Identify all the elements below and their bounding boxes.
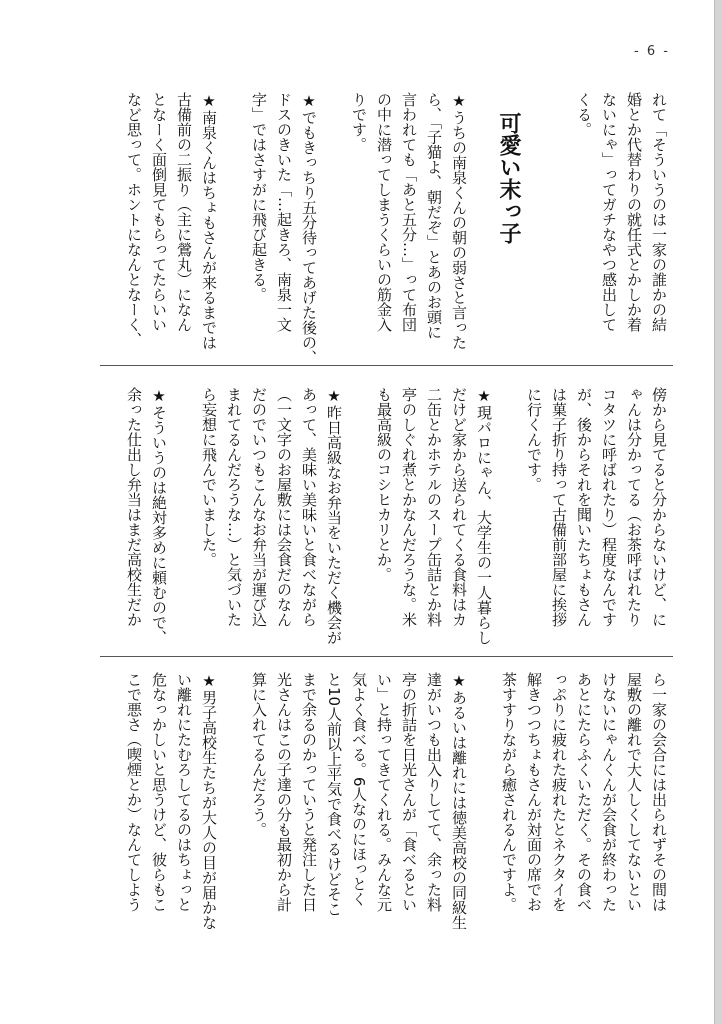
text-column: 光さんはこの子達の分も最初から計 [275,672,293,912]
text-column: 茶すすりながら癒されるんですよ。 [500,672,518,912]
section-title: 可愛い末っ子 [496,112,521,244]
text-column: まで余るのかっていうと発注した日 [300,672,318,912]
text-column: ★でもきっちり五分待ってあげた後の、 [300,92,318,365]
section-divider [100,656,673,657]
blank-column [321,92,346,362]
text-column: 余った仕出し弁当はまだ高校生だか [125,387,143,627]
page-number: - 6 - [634,44,670,59]
text-column: だけど家から送られてくる食料はカ [450,387,468,627]
text-column: 言われても「あと五分…」って布団 [400,92,418,332]
blank-column [471,672,496,942]
blank-column [221,672,246,942]
text-column: ら妄想に飛んでいました。 [200,387,218,567]
text-column: ★昨日高級なお弁当をいただく機会が [325,387,343,645]
text-column: と10人前以上平気で食べるけどそこ [325,672,343,917]
text-column: ★男子高校生たちが大人の目が届かな [200,672,218,930]
text-column: ら一家の会合には出られずその間は [650,672,668,912]
text-column: は菓子折り持って古備前部屋に挨拶 [550,387,568,627]
text-column: れて「そういうのは一家の誰かの結 [650,92,668,332]
text-column: 亭のしぐれ煮とかなんだろうな。米 [400,387,418,627]
text-column: 算に入れてるんだろう。 [250,672,268,837]
blank-column [471,92,496,362]
text-column: も最高級のコシヒカリとか。 [375,387,393,582]
blank-column [346,387,371,657]
text-column: ★あるいは離れには徳美高校の同級生 [450,672,468,930]
text-column: あとにたらふくいただく。その食べ [575,672,593,912]
text-column: ★うちの南泉くんの朝の弱さと言った [450,92,468,350]
text-column: など思って。ホントになんとなーく、 [125,92,143,347]
text-column: 婚とか代替わりの就任式とかしか着 [625,92,643,332]
text-column: こで悪さ（喫煙とか）なんてしよう [125,672,143,912]
text-column: あって、美味い美味いと食べながら [300,387,318,627]
text-column: だのでいつもこんなお弁当が運び込 [250,387,268,627]
text-column: 亭の折詰を日光さんが「食べるとい [400,672,418,912]
text-column: けないにゃんくんが会食が終わった [600,672,618,912]
text-column: 屋敷の離れで大人しくしてないとい [625,672,643,912]
text-band-3 [100,672,671,942]
blank-column [496,387,521,657]
text-column: い離れにたむろしてるのはちょっと [175,672,193,912]
text-column: ゃんは分かってる（お茶呼ばれたり [625,387,643,627]
text-column: 気よく食べる。6人なのにほっとく [350,672,368,907]
text-column: に行くんです。 [525,387,543,492]
text-column: となーく面倒見てもらってたらいい [150,92,168,332]
text-column: ★南泉くんはちょもさんが来るまでは [200,92,218,350]
blank-column [171,387,196,657]
text-column: っぷりに疲れた疲れたとネクタイを [550,672,568,912]
text-column: まれてるんだろうな…）と気づいた [225,387,243,627]
text-column: 古備前の二振り（主に鶯丸）になん [175,92,193,332]
text-band-2 [100,387,671,657]
text-column: 傍から見てると分からないけど、に [650,387,668,627]
text-column: 字」ではさすがに飛び起きる。 [250,92,268,302]
blank-column [521,92,546,362]
text-column: が、後からそれを聞いたちょもさん [575,387,593,627]
text-column: ないにゃ」ってガチなやつ感出して [600,92,618,332]
text-column: くる。 [575,92,593,137]
blank-column [221,92,246,362]
section-divider [100,365,673,366]
text-column: コタツに呼ばれたり）程度なんです [600,387,618,627]
text-column: 危なっかしいと思うけど、彼らもこ [150,672,168,912]
text-column: ら、「子猫よ、朝だぞ」とあのお頭に [425,92,443,340]
text-column: 二缶とかホテルのスープ缶詰とか料 [425,387,443,627]
blank-column [546,92,571,362]
text-column: りです。 [350,92,368,152]
text-column: 達がいつも出入りしてて、余った料 [425,672,443,912]
text-column: ドスのきいた「…起きろ、南泉一文 [275,92,293,332]
text-column: 解きつつちょもさんが対面の席でお [525,672,543,912]
text-column: ★そういうのは絶対多めに頼むので、 [150,387,168,645]
text-column: の中に潜ってしまうくらいの筋金入 [375,92,393,332]
page-edge [714,0,722,1024]
text-band-1 [100,92,671,365]
text-column: （一文字のお屋敷には会食だのなん [275,387,293,627]
text-column: ★現パロにゃん、大学生の一人暮らし [475,387,493,645]
text-column: い」と持ってきてくれる。みんな元 [375,672,393,912]
